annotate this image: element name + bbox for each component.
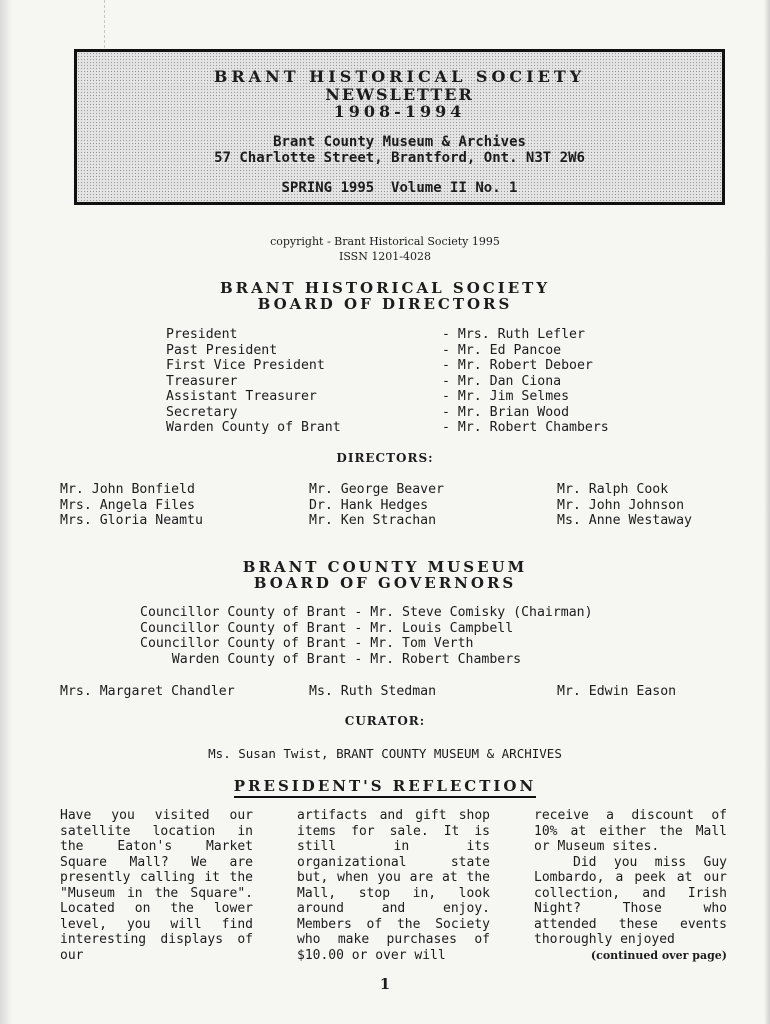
reflection-column-1 <box>60 808 253 963</box>
officer-row <box>166 343 646 359</box>
governor-member: Ms. Ruth Stedman <box>309 684 437 699</box>
governor-member: Mr. Edwin Eason <box>557 684 677 699</box>
museum-subtitle: BOARD OF GOVERNORS <box>253 574 517 592</box>
masthead-museum: Brant County Museum & Archives <box>273 134 526 150</box>
reflection-column-2 <box>297 808 490 963</box>
directors-column-2 <box>309 482 444 529</box>
officer-name: - Mr. Robert Chambers <box>442 420 609 435</box>
officer-role: Secretary <box>166 404 238 420</box>
officer-role: Warden County of Brant <box>166 420 341 435</box>
governor-row: Councillor County of Brant - Mr. Louis Campbell <box>140 620 514 636</box>
officer-row <box>166 327 646 343</box>
article-text: Have you visited our satellite location in the Eaton's Market Square Mall? We are presently calling it the "Museum in the Square". Located on the lower level, you will find interesting displays of our <box>60 808 253 963</box>
article-text: receive a discount of 10% at either the Mall or Museum sites. <box>534 808 727 854</box>
governor-row: Councillor County of Brant - Mr. Steve Comisky (Chairman) <box>140 605 593 620</box>
issn: ISSN 1201-4028 <box>338 250 432 263</box>
governors-list <box>140 605 593 667</box>
officer-row <box>166 389 646 405</box>
officer-role: First Vice President <box>166 358 325 373</box>
masthead-newsletter: NEWSLETTER <box>325 85 474 104</box>
article-text: Did you miss Guy Lombardo, a peek at our collection, and Irish Night? Those who attended these events thoroughly enjoyed <box>534 854 727 947</box>
director-name: Mr. Ralph Cook <box>557 482 669 497</box>
officer-name: - Mrs. Ruth Lefler <box>442 327 585 342</box>
directors-heading: DIRECTORS: <box>336 451 434 465</box>
scan-mark <box>104 0 141 48</box>
directors-column-3 <box>557 482 692 529</box>
curator-heading: CURATOR: <box>344 714 426 728</box>
director-name: Ms. Anne Westaway <box>557 513 692 528</box>
director-name: Mrs. Gloria Neamtu <box>60 513 203 528</box>
page-edge-shadow-right <box>764 0 770 1024</box>
officer-row <box>166 405 646 421</box>
governor-member: Mrs. Margaret Chandler <box>60 684 235 699</box>
officer-row <box>166 358 646 374</box>
officer-role: Assistant Treasurer <box>166 389 317 404</box>
page-number: 1 <box>379 975 391 993</box>
curator-name: Ms. Susan Twist, BRANT COUNTY MUSEUM & ARCHIVES <box>208 746 562 761</box>
reflection-title-wrap <box>0 776 770 795</box>
reflection-title: PRESIDENT'S REFLECTION <box>234 777 536 798</box>
officer-name: - Mr. Jim Selmes <box>442 389 570 404</box>
article-text: artifacts and gift shop items for sale. It is still in its organizational state but, when you are at the Mall, stop in, look around and enjoy. Members of the Society who make purchases of $10.00 or over will <box>297 808 490 963</box>
masthead-years: 1908-1994 <box>333 102 466 121</box>
directors-column-1 <box>60 482 203 529</box>
director-name: Dr. Hank Hedges <box>309 497 429 513</box>
masthead-issue: SPRING 1995 Volume II No. 1 <box>281 180 518 196</box>
officer-role: President <box>166 327 238 342</box>
director-name: Mr. George Beaver <box>309 482 444 497</box>
continued-note: (continued over page) <box>590 948 727 962</box>
officer-name: - Mr. Ed Pancoe <box>442 342 562 358</box>
officer-name: - Mr. Dan Ciona <box>442 373 562 389</box>
director-name: Mr. John Bonfield <box>60 482 195 497</box>
copyright-notice: copyright - Brant Historical Society 1995 <box>270 235 500 248</box>
officer-row <box>166 420 646 436</box>
director-name: Mr. John Johnson <box>557 497 685 513</box>
officer-row <box>166 374 646 390</box>
page-edge-shadow <box>0 0 12 1024</box>
museum-title: BRANT COUNTY MUSEUM <box>242 558 528 576</box>
masthead-box <box>74 49 725 205</box>
governor-row: Warden County of Brant - Mr. Robert Chambers <box>140 651 522 667</box>
director-name: Mr. Ken Strachan <box>309 513 437 528</box>
reflection-column-3 <box>534 808 727 963</box>
director-name: Mrs. Angela Files <box>60 497 195 513</box>
officer-name: - Mr. Brian Wood <box>442 404 570 420</box>
board-subtitle: BOARD OF DIRECTORS <box>257 295 513 313</box>
officers-list <box>166 327 646 436</box>
masthead-address: 57 Charlotte Street, Brantford, Ont. N3T 2W6 <box>214 150 585 166</box>
officer-role: Treasurer <box>166 373 238 389</box>
officer-name: - Mr. Robert Deboer <box>442 358 593 373</box>
masthead-title: BRANT HISTORICAL SOCIETY <box>213 67 586 86</box>
board-title: BRANT HISTORICAL SOCIETY <box>219 279 551 297</box>
officer-role: Past President <box>166 342 278 358</box>
governor-row: Councillor County of Brant - Mr. Tom Verth <box>140 636 474 651</box>
